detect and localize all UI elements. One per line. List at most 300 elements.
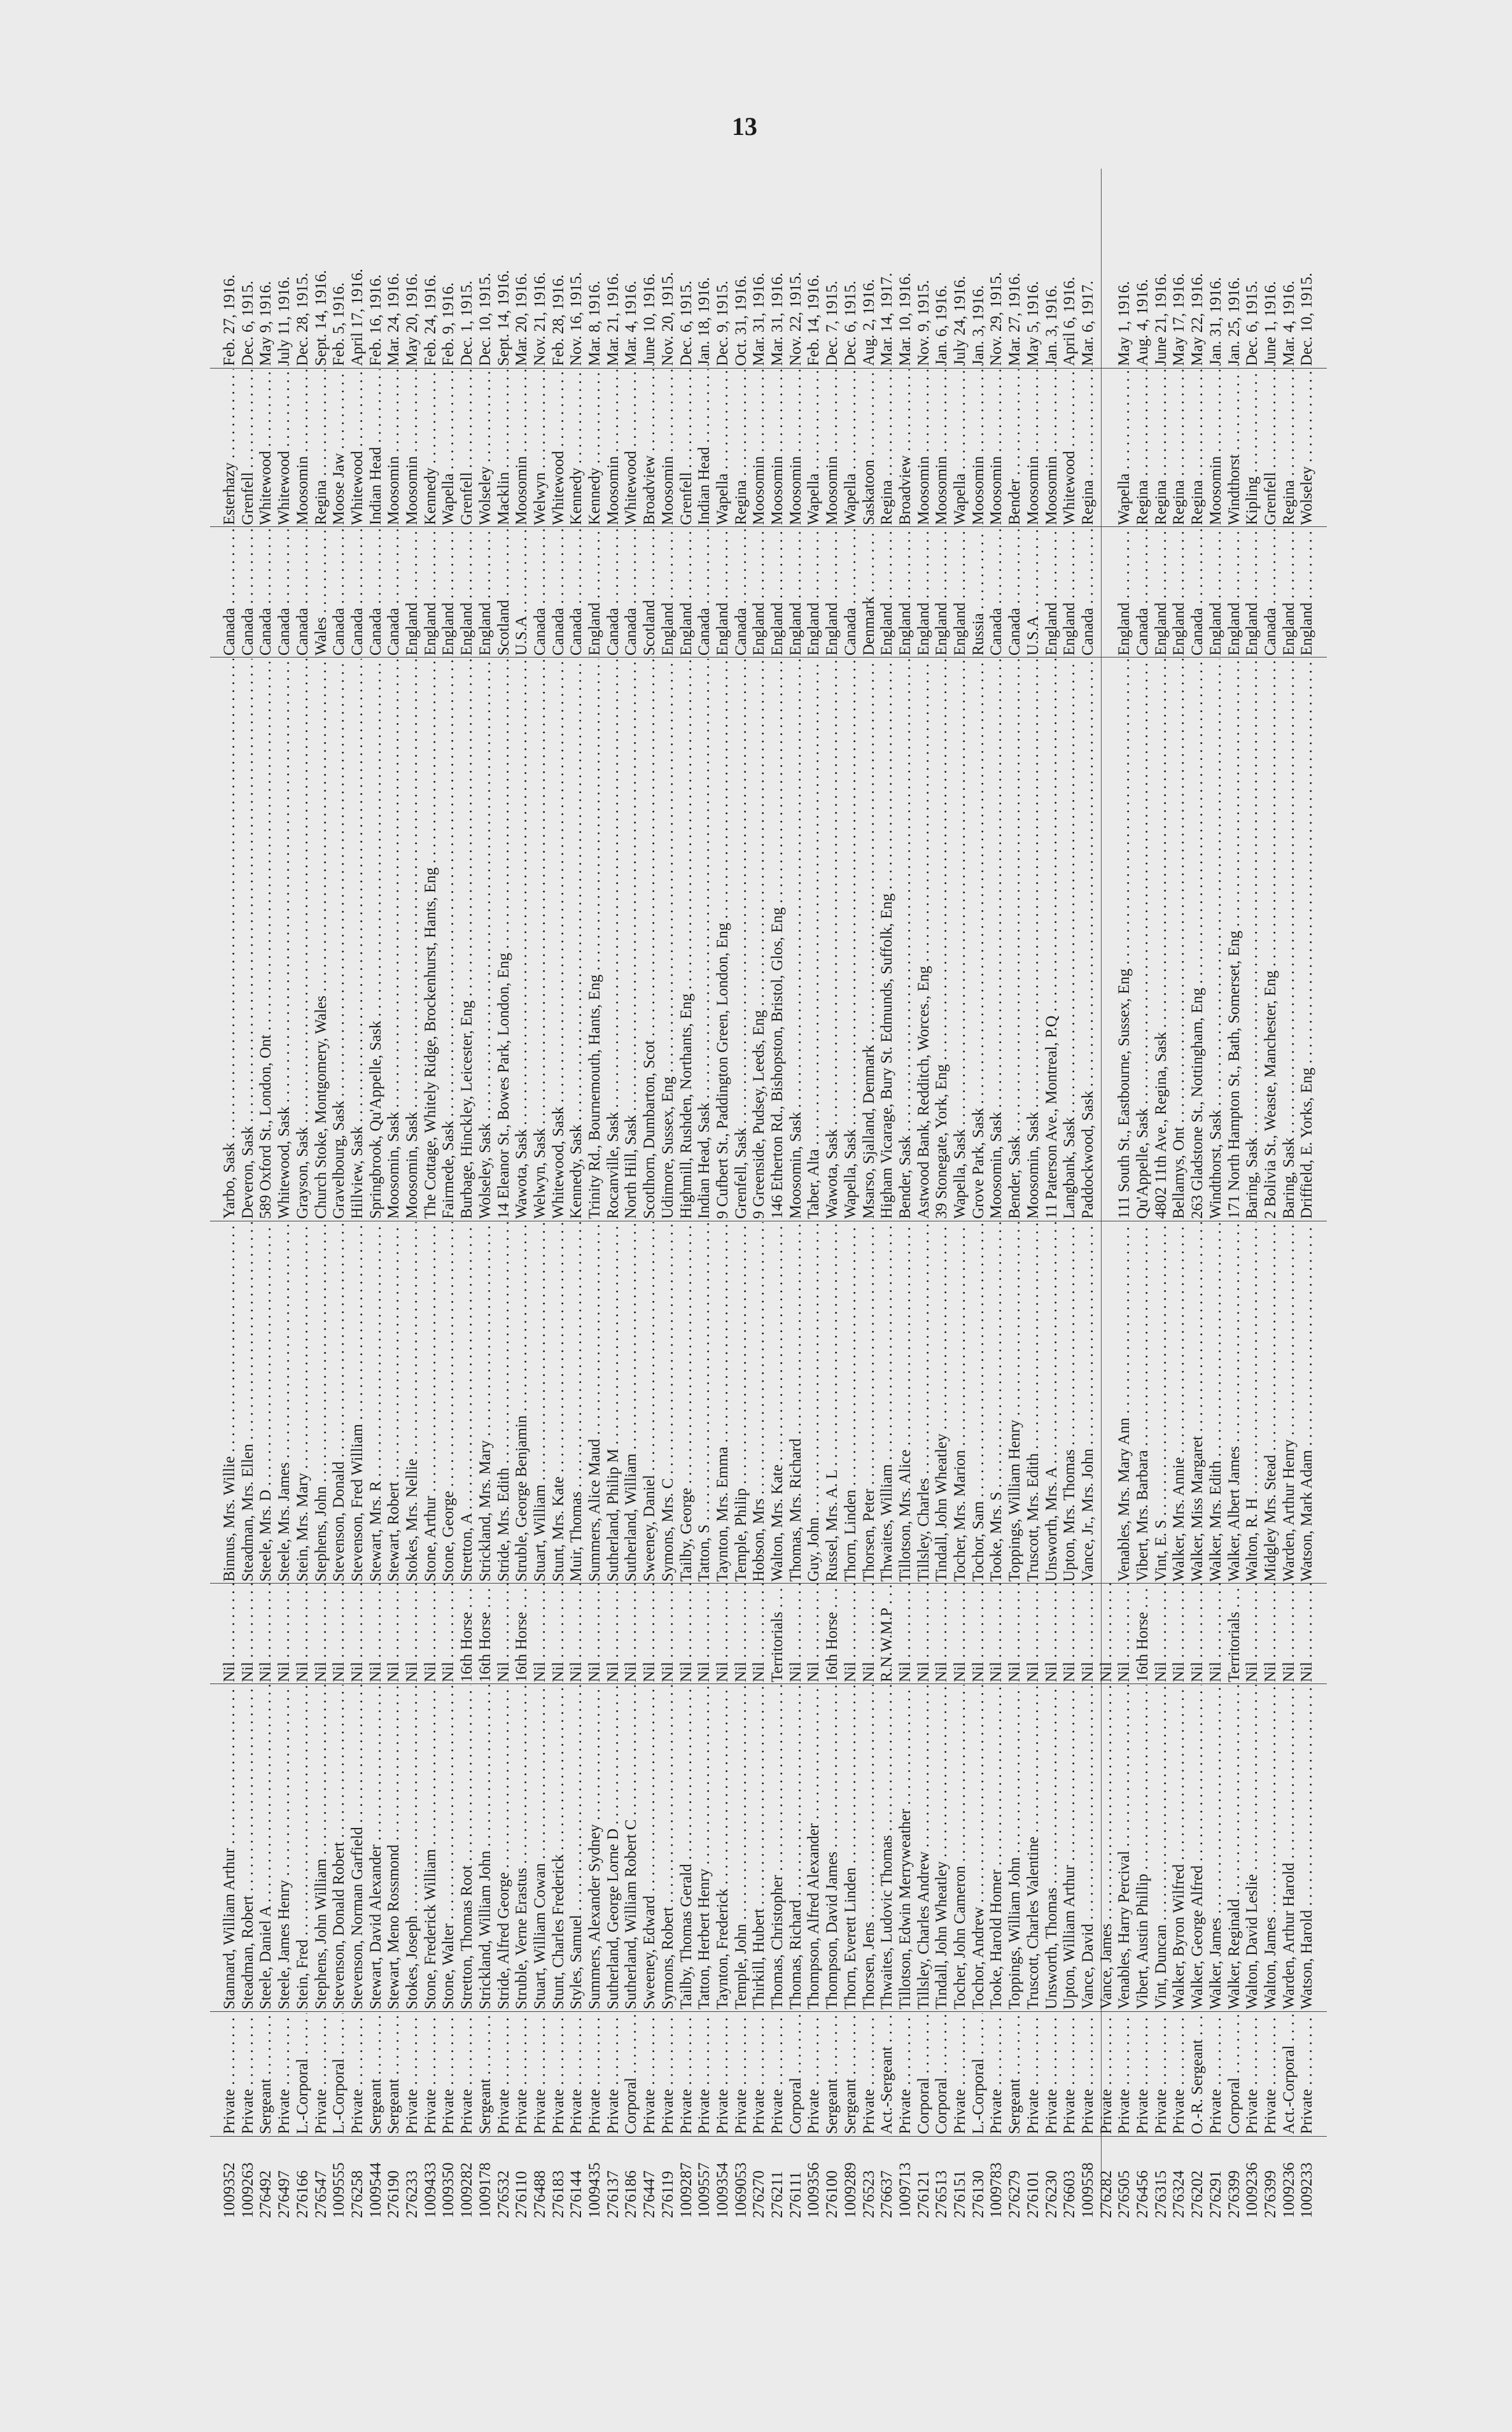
next-of-kin-cell: Stokes, Mrs. Nellie . . . — [403, 1222, 421, 1582]
table-row — [1170, 169, 1188, 2218]
rank-cell: Corporal . . . — [932, 2013, 951, 2134]
country-of-birth-cell: Canada . . . — [531, 528, 549, 656]
regimental-number-cell: 1009233 — [1298, 2162, 1316, 2218]
former-corps-cell: 16th Horse . . . — [476, 1584, 494, 1682]
former-corps-cell: Nil . . . — [220, 1584, 239, 1682]
country-of-birth-cell: Canada . . . — [841, 528, 860, 656]
date-of-enlistment-cell: Nov. 29, 1915. — [988, 272, 1005, 366]
next-of-kin-cell: Stride, Mrs. Edith . . . — [494, 1222, 513, 1582]
next-of-kin-cell: Tillsley, Charles . . . — [914, 1222, 933, 1582]
soldier-name-cell: Stevenson, Norman Garfield . . . — [348, 1685, 367, 2009]
table-row — [1133, 169, 1152, 2218]
country-of-birth-cell: England . . . — [1298, 528, 1316, 656]
date-of-enlistment-cell: Nov. 22, 1915. — [787, 272, 804, 366]
next-of-kin-cell: Walton, R. H . . . — [1243, 1222, 1261, 1582]
place-of-enlistment-cell: Regina . . . — [1188, 369, 1207, 525]
next-of-kin-cell: Steadman, Mrs. Ellen . . . — [239, 1222, 257, 1582]
former-corps-cell: R.N.W.M.P . . . — [878, 1584, 896, 1682]
former-corps-cell: 16th Horse . . . — [1133, 1584, 1152, 1682]
country-of-birth-cell: Canada . . . — [567, 528, 585, 656]
next-of-kin-address-cell: Driffield, E. Yorks, Eng . . . — [1298, 659, 1316, 1219]
soldier-name-cell: Venables, Harry Percival . . . — [1115, 1685, 1133, 2009]
country-of-birth-cell: England . . . — [1225, 528, 1243, 656]
regimental-number-cell: 276144 — [568, 2170, 585, 2218]
next-of-kin-cell: Stevenson, Donald . . . — [330, 1222, 348, 1582]
former-corps-cell: Nil . . . — [987, 1584, 1005, 1682]
former-corps-cell: Nil . . . — [932, 1584, 951, 1682]
next-of-kin-address-cell: Moosomin, Sask . . . — [787, 659, 805, 1219]
next-of-kin-address-cell: 4802 11th Ave., Regina, Sask . . . — [1152, 659, 1170, 1219]
soldier-name-cell: Walker, George Alfred . . . — [1188, 1685, 1207, 2009]
regimental-number-cell: 276190 — [385, 2170, 403, 2218]
next-of-kin-cell: Tocher, Mrs. Marion . . . — [951, 1222, 969, 1582]
next-of-kin-address-cell: Whitewood, Sask . . . — [549, 659, 568, 1219]
place-of-enlistment-cell: Esterhazy . . . — [220, 369, 239, 525]
soldier-name-cell: Thirkill, Hubert . . . — [750, 1685, 768, 2009]
place-of-enlistment-cell: Kennedy . . . — [421, 369, 440, 525]
date-of-enlistment-cell: April 17, 1916. — [348, 269, 366, 366]
table-row — [1079, 169, 1097, 2218]
soldier-name-cell: Tatton, Herbert Henry . . . — [695, 1685, 713, 2009]
place-of-enlistment-cell: Windthorst . . . — [1225, 369, 1243, 525]
country-of-birth-cell: England . . . — [659, 528, 677, 656]
country-of-birth-cell: England . . . — [476, 528, 494, 656]
table-row — [987, 169, 1005, 2218]
former-corps-cell: Nil . . . — [841, 1584, 860, 1682]
next-of-kin-address-cell: Baring, Sask . . . — [1243, 659, 1261, 1219]
next-of-kin-address-cell: Bellamys, Ont . . . — [1170, 659, 1188, 1219]
soldier-name-cell: Toppings, William John . . . — [1005, 1685, 1024, 2009]
date-of-enlistment-cell: Dec. 7, 1915. — [823, 281, 841, 366]
country-of-birth-cell: Scotland . . . — [640, 528, 659, 656]
regimental-number-cell: 1009178 — [476, 2162, 494, 2218]
soldier-name-cell: Tillsley, Charles Andrew . . . — [914, 1685, 933, 2009]
regimental-number-cell: 276100 — [823, 2170, 841, 2218]
date-of-enlistment-cell: Dec. 10, 1915. — [476, 272, 494, 366]
regimental-number-cell: 276183 — [549, 2170, 567, 2218]
soldier-name-cell: Thompson, Alfred Alexander . . . — [804, 1685, 823, 2009]
country-of-birth-cell: England . . . — [914, 528, 933, 656]
soldier-name-cell: Walker, Byron Wilfred . . . — [1170, 1685, 1188, 2009]
next-of-kin-cell: Truscott, Mrs. Edith . . . — [1024, 1222, 1042, 1582]
next-of-kin-address-cell: 9 Cufbert St., Paddington Green, London, Eng . . . — [713, 659, 732, 1219]
former-corps-cell: Nil . . . — [659, 1584, 677, 1682]
rank-cell: Private . . . — [640, 2013, 659, 2134]
place-of-enlistment-cell: Wapella . . . — [1115, 369, 1133, 525]
next-of-kin-address-cell: Hillview, Sask . . . — [348, 659, 367, 1219]
regimental-number-cell: 276121 — [914, 2170, 932, 2218]
table-row — [677, 169, 696, 2218]
rank-cell: Act.-Sergeant . . . — [878, 2013, 896, 2134]
regimental-number-cell: 276279 — [1006, 2170, 1024, 2218]
former-corps-cell: Nil . . . — [1079, 1584, 1097, 1682]
country-of-birth-cell: England . . . — [1060, 528, 1079, 656]
regimental-number-cell: 276291 — [1207, 2170, 1224, 2218]
country-of-birth-cell: Russia . . . — [969, 528, 988, 656]
regimental-number-cell: 276488 — [531, 2170, 549, 2218]
rank-cell: Corporal . . . — [1225, 2013, 1243, 2134]
next-of-kin-cell: Russel, Mrs. A. L . . . — [823, 1222, 841, 1582]
next-of-kin-address-cell: Moosomin, Sask . . . — [1024, 659, 1042, 1219]
place-of-enlistment-cell: Kennedy . . . — [585, 369, 604, 525]
date-of-enlistment-cell: Jan. 3, 1916. — [1042, 285, 1060, 366]
rank-cell: L.-Corporal . . . — [293, 2013, 312, 2134]
next-of-kin-cell: Stevenson, Fred William . . . — [348, 1222, 367, 1582]
next-of-kin-address-cell: 2 Bolivia St., Weaste, Manchester, Eng . . . — [1261, 659, 1280, 1219]
date-of-enlistment-cell: Mar. 10, 1916. — [896, 272, 914, 366]
soldier-name-cell: Styles, Samuel . . . — [567, 1685, 585, 2009]
former-corps-cell: Nil . . . — [1042, 1584, 1061, 1682]
regimental-number-cell: 276202 — [1189, 2170, 1207, 2218]
country-of-birth-cell: Canada . . . — [549, 528, 568, 656]
rank-cell: Private . . . — [804, 2013, 823, 2134]
rank-cell: Corporal . . . — [622, 2013, 640, 2134]
regimental-number-cell: 1009544 — [367, 2162, 384, 2218]
former-corps-cell: Nil . . . — [677, 1584, 696, 1682]
table-row — [1115, 169, 1133, 2218]
date-of-enlistment-cell: Oct. 31, 1916. — [732, 275, 750, 366]
date-of-enlistment-cell: Feb. 24, 1916. — [421, 274, 439, 366]
date-of-enlistment-cell: Mar. 8, 1916. — [586, 280, 603, 366]
place-of-enlistment-cell: Kipling . . . — [1243, 369, 1261, 525]
soldier-name-cell: Taynton, Frederick . . . — [713, 1685, 732, 2009]
country-of-birth-cell: England . . . — [458, 528, 476, 656]
place-of-enlistment-cell: Macklin . . . — [494, 369, 513, 525]
date-of-enlistment-cell: Dec. 1, 1915. — [458, 281, 476, 366]
regimental-number-cell: 276233 — [403, 2170, 421, 2218]
date-of-enlistment-cell: Mar. 6, 1917. — [1079, 280, 1096, 366]
regimental-number-cell: 276315 — [1152, 2170, 1170, 2218]
next-of-kin-address-cell: Wapella, Sask . . . — [951, 659, 969, 1219]
former-corps-cell: Nil . . . — [622, 1584, 640, 1682]
table-row — [403, 169, 421, 2218]
place-of-enlistment-cell: Moosomin . . . — [1042, 369, 1061, 525]
table-row — [549, 169, 568, 2218]
next-of-kin-address-cell: The Cottage, Whitely Ridge, Brockenhurst, Hants, Eng . . . — [421, 659, 440, 1219]
regimental-number-cell: 1069053 — [732, 2162, 750, 2218]
next-of-kin-address-cell: 39 Stonegate, York, Eng . . . — [932, 659, 951, 1219]
table-row — [512, 169, 531, 2218]
place-of-enlistment-cell: Broadview . . . — [896, 369, 914, 525]
former-corps-cell: Nil . . . — [1243, 1584, 1261, 1682]
former-corps-cell: Nil . . . — [1170, 1584, 1188, 1682]
country-of-birth-cell: Canada . . . — [348, 528, 367, 656]
place-of-enlistment-cell: Regina . . . — [1079, 369, 1097, 525]
next-of-kin-address-cell: Windthorst, Sask . . . — [1207, 659, 1225, 1219]
soldier-name-cell: Thomas, Christopher . . . — [768, 1685, 787, 2009]
next-of-kin-cell: Watson, Mark Adam . . . — [1298, 1222, 1316, 1582]
place-of-enlistment-cell: Regina . . . — [1280, 369, 1298, 525]
regimental-number-cell: 1009352 — [221, 2162, 238, 2218]
date-of-enlistment-cell: June 1, 1916. — [1261, 281, 1279, 366]
former-corps-cell: Nil . . . — [1005, 1584, 1024, 1682]
table-row — [804, 169, 823, 2218]
table-row — [878, 169, 896, 2218]
next-of-kin-address-cell: Paddockwood, Sask . . . — [1079, 659, 1097, 1219]
rank-cell: Private . . . — [677, 2013, 696, 2134]
date-of-enlistment-cell: Nov. 9, 1915. — [914, 279, 932, 366]
rank-cell: Sergeant . . . — [841, 2013, 860, 2134]
former-corps-cell: 16th Horse . . . — [823, 1584, 841, 1682]
table-row — [220, 169, 239, 2218]
rank-cell: Private . . . — [1243, 2013, 1261, 2134]
regimental-number-cell: 276110 — [513, 2170, 531, 2218]
next-of-kin-cell: Stephens, John . . . — [312, 1222, 330, 1582]
next-of-kin-cell: Walker, Mrs. Annie . . . — [1170, 1222, 1188, 1582]
rank-cell: Private . . . — [348, 2013, 367, 2134]
date-of-enlistment-cell: June 21, 1916. — [1152, 273, 1170, 366]
next-of-kin-cell: Vibert, Mrs. Barbara . . . — [1133, 1222, 1152, 1582]
rank-cell: Private . . . — [896, 2013, 914, 2134]
next-of-kin-address-cell: 146 Etherton Rd., Bishopston, Bristol, Glos, Eng . . . — [768, 659, 787, 1219]
place-of-enlistment-cell: Regina . . . — [312, 369, 330, 525]
country-of-birth-cell: England . . . — [1243, 528, 1261, 656]
regimental-number-cell: 1009263 — [239, 2162, 256, 2218]
next-of-kin-cell: Sutherland, Philip M . . . — [604, 1222, 622, 1582]
date-of-enlistment-cell: Dec. 6, 1915. — [841, 281, 859, 366]
place-of-enlistment-cell: Moosomin . . . — [823, 369, 841, 525]
table-row — [494, 169, 513, 2218]
next-of-kin-cell: Tailby, George . . . — [677, 1222, 696, 1582]
table-row — [622, 169, 640, 2218]
regimental-number-cell: 276399 — [1225, 2170, 1243, 2218]
soldier-name-cell: Steele, Daniel A . . . — [256, 1685, 275, 2009]
regimental-number-cell: 1009236 — [1243, 2162, 1261, 2218]
table-row — [1225, 169, 1243, 2218]
next-of-kin-cell: Summers, Alice Maud . . . — [585, 1222, 604, 1582]
regimental-number-cell: 276497 — [276, 2170, 293, 2218]
place-of-enlistment-cell: Saskatoon . . . — [860, 369, 878, 525]
next-of-kin-address-cell: 11 Paterson Ave., Montreal, P.Q . . . — [1042, 659, 1061, 1219]
place-of-enlistment-cell: Moosomin . . . — [512, 369, 531, 525]
date-of-enlistment-cell: Dec. 6, 1915. — [677, 281, 695, 366]
regimental-number-cell: 276399 — [1261, 2170, 1279, 2218]
next-of-kin-cell: Tooke, Mrs. S . . . — [987, 1222, 1005, 1582]
date-of-enlistment-cell: Jan. 18, 1916. — [696, 277, 713, 366]
date-of-enlistment-cell: Dec. 10, 1915. — [1298, 272, 1316, 366]
former-corps-cell: Nil . . . — [312, 1584, 330, 1682]
next-of-kin-address-cell: Trinity Rd., Bournemouth, Hants, Eng . . . — [585, 659, 604, 1219]
country-of-birth-cell: Canada . . . — [1261, 528, 1280, 656]
country-of-birth-cell: Canada . . . — [293, 528, 312, 656]
next-of-kin-address-cell: Langbank, Sask . . . — [1060, 659, 1079, 1219]
next-of-kin-cell: Taynton, Mrs. Emma . . . — [713, 1222, 732, 1582]
country-of-birth-cell: Canada . . . — [275, 528, 293, 656]
next-of-kin-address-cell: Astwood Bank, Redditch, Worces., Eng . . . — [914, 659, 933, 1219]
former-corps-cell: Nil . . . — [860, 1584, 878, 1682]
former-corps-cell: Nil . . . — [439, 1584, 458, 1682]
rank-cell: Private . . . — [549, 2013, 568, 2134]
country-of-birth-cell: England . . . — [804, 528, 823, 656]
former-corps-cell: Nil . . . — [695, 1584, 713, 1682]
date-of-enlistment-cell: Mar. 14, 1917. — [878, 272, 896, 366]
table-row — [860, 169, 878, 2218]
regimental-number-cell: 1009287 — [677, 2162, 695, 2218]
rank-cell: Private . . . — [220, 2013, 239, 2134]
soldier-name-cell: Watson, Harold . . . — [1298, 1685, 1316, 2009]
soldier-name-cell: Sutherland, William Robert C . . . — [622, 1685, 640, 2009]
next-of-kin-cell: Tatton, S . . . — [695, 1222, 713, 1582]
place-of-enlistment-cell: Moosomin . . . — [987, 369, 1005, 525]
former-corps-cell: Nil . . . — [1261, 1584, 1280, 1682]
regimental-number-cell: 276447 — [641, 2170, 659, 2218]
former-corps-cell: Nil . . . — [1097, 1584, 1116, 1682]
former-corps-cell: Nil . . . — [750, 1584, 768, 1682]
date-of-enlistment-cell: April 6, 1916. — [1061, 276, 1079, 366]
place-of-enlistment-cell: Grenfell . . . — [239, 369, 257, 525]
country-of-birth-cell: England . . . — [1115, 528, 1133, 656]
regimental-number-cell: 1009783 — [988, 2162, 1005, 2218]
next-of-kin-address-cell: Scotlhorn, Dumbarton, Scot . . . — [640, 659, 659, 1219]
soldier-name-cell: Vance, James . . . — [1097, 1685, 1116, 2009]
former-corps-cell: Nil . . . — [567, 1584, 585, 1682]
soldier-name-cell: Thorn, Everett Linden . . . — [841, 1685, 860, 2009]
country-of-birth-cell: U.S.A . . . — [512, 528, 531, 656]
country-of-birth-cell: Canada . . . — [987, 528, 1005, 656]
next-of-kin-cell: Walker, Albert James . . . — [1225, 1222, 1243, 1582]
next-of-kin-address-cell: Qu'Appelle, Sask . . . — [1133, 659, 1152, 1219]
place-of-enlistment-cell: Regina . . . — [732, 369, 750, 525]
rank-cell: Sergeant . . . — [823, 2013, 841, 2134]
former-corps-cell: Nil . . . — [1024, 1584, 1042, 1682]
table-row — [1261, 169, 1280, 2218]
soldier-name-cell: Sutherland, George Lorne D . . . — [604, 1685, 622, 2009]
regimental-number-cell: 276456 — [1134, 2170, 1151, 2218]
next-of-kin-cell: Stone, George . . . — [439, 1222, 458, 1582]
soldier-name-cell: Thwaites, Ludovic Thomas . . . — [878, 1685, 896, 2009]
regimental-number-cell: 1009289 — [841, 2162, 859, 2218]
regimental-number-cell: 276505 — [1116, 2170, 1133, 2218]
next-of-kin-address-cell: Bender, Sask . . . — [896, 659, 914, 1219]
date-of-enlistment-cell: Jan. 6, 1916. — [933, 285, 951, 366]
next-of-kin-cell: Vance, Jr., Mrs. John . . . — [1079, 1222, 1097, 1582]
rank-cell: Private . . . — [1207, 2013, 1225, 2134]
next-of-kin-cell: Hobson, Mrs . . . — [750, 1222, 768, 1582]
soldier-name-cell: Vint, Duncan . . . — [1152, 1685, 1170, 2009]
date-of-enlistment-cell: Sept. 14, 1916. — [494, 270, 512, 366]
table-row — [732, 169, 750, 2218]
rank-cell: O.-R. Sergeant . . . — [1188, 2013, 1207, 2134]
next-of-kin-address-cell: 589 Oxford St., London, Ont . . . — [256, 659, 275, 1219]
table-row — [695, 169, 713, 2218]
former-corps-cell: Nil . . . — [549, 1584, 568, 1682]
date-of-enlistment-cell: Feb. 14, 1916. — [805, 274, 823, 366]
regimental-number-cell: 1009557 — [696, 2162, 713, 2218]
regimental-number-cell: 276166 — [293, 2170, 311, 2218]
soldier-name-cell: Walker, James . . . — [1207, 1685, 1225, 2009]
date-of-enlistment-cell: May 20, 1916. — [403, 273, 421, 366]
date-of-enlistment-cell: Jan. 25, 1916. — [1225, 277, 1243, 366]
place-of-enlistment-cell: Moosomin . . . — [932, 369, 951, 525]
regimental-number-cell: 276637 — [878, 2170, 896, 2218]
soldier-name-cell: Steadman, Robert . . . — [239, 1685, 257, 2009]
rank-cell: Private . . . — [1170, 2013, 1188, 2134]
country-of-birth-cell: Canada . . . — [330, 528, 348, 656]
place-of-enlistment-cell: Whitewood . . . — [1060, 369, 1079, 525]
soldier-name-cell: Steele, James Henry . . . — [275, 1685, 293, 2009]
next-of-kin-address-cell: 263 Gladstone St., Nottingham, Eng . . . — [1188, 659, 1207, 1219]
next-of-kin-address-cell: Wawota, Sask . . . — [512, 659, 531, 1219]
next-of-kin-cell: Stewart, Robert . . . — [384, 1222, 403, 1582]
next-of-kin-address-cell: 9 Greenside, Pudsey, Leeds, Eng . . . — [750, 659, 768, 1219]
country-of-birth-cell: Canada . . . — [732, 528, 750, 656]
date-of-enlistment-cell: May 17, 1916. — [1170, 273, 1188, 366]
country-of-birth-cell: Canada . . . — [239, 528, 257, 656]
soldier-name-cell: Stone, Frederick William . . . — [421, 1685, 440, 2009]
next-of-kin-address-cell: Kennedy, Sask . . . — [567, 659, 585, 1219]
date-of-enlistment-cell: Mar. 31, 1916. — [750, 272, 768, 366]
place-of-enlistment-cell: Grenfell . . . — [1261, 369, 1280, 525]
next-of-kin-cell: Struble, George Benjamin . . . — [512, 1222, 531, 1582]
next-of-kin-address-cell: Springbrook, Qu'Appelle, Sask . . . — [367, 659, 385, 1219]
regimental-number-cell: 276492 — [257, 2170, 275, 2218]
country-of-birth-cell: Wales . . . — [312, 528, 330, 656]
rank-cell: L.-Corporal . . . — [330, 2013, 348, 2134]
rank-cell: Private . . . — [403, 2013, 421, 2134]
soldier-name-cell: Stride, Alfred George . . . — [494, 1685, 513, 2009]
date-of-enlistment-cell: Dec. 28, 1915. — [293, 272, 311, 366]
rank-cell: Private . . . — [1152, 2013, 1170, 2134]
soldier-name-cell: Stevenson, Donald Robert . . . — [330, 1685, 348, 2009]
next-of-kin-cell: Sutherland, William . . . — [622, 1222, 640, 1582]
date-of-enlistment-cell: May 22, 1916. — [1189, 273, 1207, 366]
former-corps-cell: Nil . . . — [713, 1584, 732, 1682]
date-of-enlistment-cell: June 10, 1916. — [641, 273, 659, 366]
rank-cell: Private . . . — [421, 2013, 440, 2134]
table-row — [640, 169, 659, 2218]
country-of-birth-cell: U.S.A . . . — [1024, 528, 1042, 656]
soldier-name-cell: Stuart, William Cowan . . . — [531, 1685, 549, 2009]
place-of-enlistment-cell: Grenfell . . . — [677, 369, 696, 525]
country-of-birth-cell: England . . . — [896, 528, 914, 656]
next-of-kin-cell: Strickland, Mrs. Mary . . . — [476, 1222, 494, 1582]
soldier-name-cell: Summers, Alexander Sydney . . . — [585, 1685, 604, 2009]
next-of-kin-address-cell: Deveron, Sask . . . — [239, 659, 257, 1219]
soldier-name-cell: Stretton, Thomas Root . . . — [458, 1685, 476, 2009]
place-of-enlistment-cell: Moosomin . . . — [768, 369, 787, 525]
next-of-kin-cell: Midgley Mrs. Stead . . . — [1261, 1222, 1280, 1582]
rank-cell: Private . . . — [732, 2013, 750, 2134]
country-of-birth-cell: Canada . . . — [604, 528, 622, 656]
date-of-enlistment-cell: Mar. 4, 1916. — [1280, 280, 1298, 366]
rank-cell: Private . . . — [239, 2013, 257, 2134]
next-of-kin-address-cell: Wapella, Sask . . . — [841, 659, 860, 1219]
table-row — [348, 169, 367, 2218]
place-of-enlistment-cell: Indian Head . . . — [695, 369, 713, 525]
table-row — [1097, 169, 1116, 2218]
next-of-kin-address-cell: Moosomin, Sask . . . — [403, 659, 421, 1219]
date-of-enlistment-cell: May 5, 1916. — [1024, 281, 1042, 366]
next-of-kin-address-cell: Bender, Sask . . . — [1005, 659, 1024, 1219]
rank-cell: Private . . . — [1079, 2013, 1097, 2134]
date-of-enlistment-cell: Aug. 2, 1916. — [860, 279, 878, 366]
soldier-name-cell: Vibert, Austin Phillip . . . — [1133, 1685, 1152, 2009]
place-of-enlistment-cell: Whitewood . . . — [622, 369, 640, 525]
former-corps-cell: Nil . . . — [640, 1584, 659, 1682]
next-of-kin-cell: Venables, Mrs. Mary Ann . . . — [1115, 1222, 1133, 1582]
table-row — [567, 169, 585, 2218]
rank-cell: Sergeant . . . — [476, 2013, 494, 2134]
rank-cell: Private . . . — [604, 2013, 622, 2134]
table-row — [1060, 169, 1079, 2218]
regimental-number-cell: 276513 — [933, 2170, 951, 2218]
soldier-name-cell: Tocher, John Cameron . . . — [951, 1685, 969, 2009]
next-of-kin-address-cell: Whitewood, Sask . . . — [275, 659, 293, 1219]
next-of-kin-cell: Stretton, A . . . — [458, 1222, 476, 1582]
date-of-enlistment-cell: Feb. 28, 1916. — [549, 274, 567, 366]
rank-cell: Private . . . — [275, 2013, 293, 2134]
former-corps-cell: Territorials . . . — [1225, 1584, 1243, 1682]
